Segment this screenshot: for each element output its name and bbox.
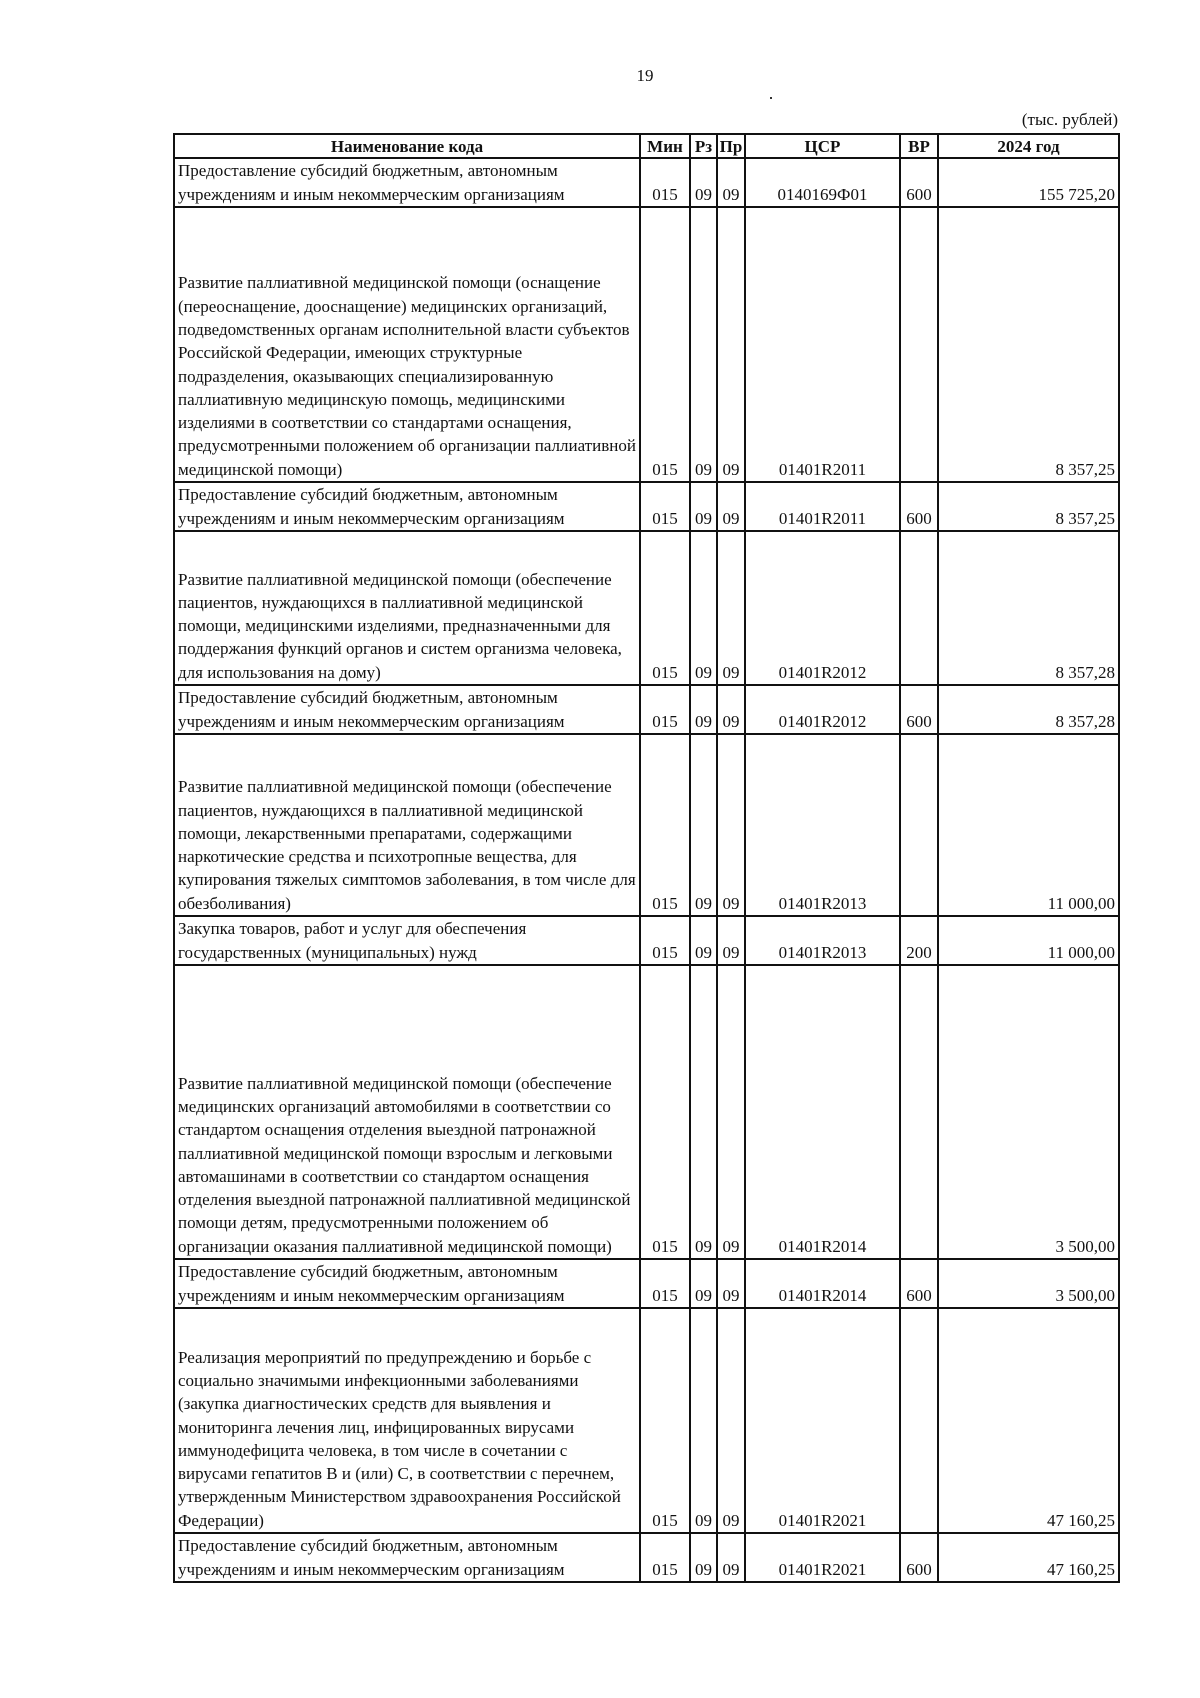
cell-amount: 3 500,00 bbox=[938, 965, 1119, 1259]
cell-pr: 09 bbox=[717, 734, 745, 916]
cell-amount: 11 000,00 bbox=[938, 916, 1119, 965]
cell-csr: 01401R2014 bbox=[745, 965, 900, 1259]
cell-vr bbox=[900, 207, 938, 482]
table-row bbox=[174, 482, 1119, 531]
cell-name: Предоставление субсидий бюджетным, автономным учреждениям и иным некоммерческим организациям bbox=[174, 1533, 640, 1582]
table-row bbox=[174, 1259, 1119, 1308]
cell-pr: 09 bbox=[717, 158, 745, 207]
cell-csr: 01401R2011 bbox=[745, 207, 900, 482]
header-min: Мин bbox=[640, 134, 690, 158]
cell-csr: 01401R2011 bbox=[745, 482, 900, 531]
cell-min: 015 bbox=[640, 916, 690, 965]
cell-csr: 01401R2021 bbox=[745, 1533, 900, 1582]
cell-name: Предоставление субсидий бюджетным, автономным учреждениям и иным некоммерческим организациям bbox=[174, 482, 640, 531]
cell-csr: 01401R2012 bbox=[745, 531, 900, 685]
cell-pr: 09 bbox=[717, 1259, 745, 1308]
cell-name: Развитие паллиативной медицинской помощи (обеспечение пациентов, нуждающихся в паллиативной медицинской помощи, медицинскими изделиями, предназначенными для поддержания функций органов и систем организма человека, для использования на дому) bbox=[174, 531, 640, 685]
cell-pr: 09 bbox=[717, 1308, 745, 1533]
cell-pr: 09 bbox=[717, 685, 745, 734]
header-rz: Рз bbox=[690, 134, 717, 158]
table-row bbox=[174, 916, 1119, 965]
cell-csr: 01401R2014 bbox=[745, 1259, 900, 1308]
cell-vr: 600 bbox=[900, 1259, 938, 1308]
cell-vr bbox=[900, 531, 938, 685]
cell-rz: 09 bbox=[690, 482, 717, 531]
cell-name: Развитие паллиативной медицинской помощи (оснащение (переоснащение, дооснащение) медицинских организаций, подведомственных органам исполнительной власти субъектов Российской Федерации, имеющих структурные подразделения, оказывающих специализированную паллиативную медицинскую помощь, медицинскими изделиями в соответствии со стандартами оснащения, предусмотренными положением об организации паллиативной медицинской помощи) bbox=[174, 207, 640, 482]
cell-rz: 09 bbox=[690, 158, 717, 207]
cell-min: 015 bbox=[640, 1259, 690, 1308]
cell-name: Предоставление субсидий бюджетным, автономным учреждениям и иным некоммерческим организациям bbox=[174, 158, 640, 207]
header-vr: ВР bbox=[900, 134, 938, 158]
header-pr: Пр bbox=[717, 134, 745, 158]
cell-rz: 09 bbox=[690, 1259, 717, 1308]
table-row bbox=[174, 1308, 1119, 1533]
header-csr: ЦСР bbox=[745, 134, 900, 158]
cell-csr: 01401R2012 bbox=[745, 685, 900, 734]
header-year: 2024 год bbox=[938, 134, 1119, 158]
cell-csr: 01401R2021 bbox=[745, 1308, 900, 1533]
cell-pr: 09 bbox=[717, 482, 745, 531]
scan-speck bbox=[770, 97, 772, 99]
cell-rz: 09 bbox=[690, 531, 717, 685]
cell-rz: 09 bbox=[690, 207, 717, 482]
table-body bbox=[174, 158, 1119, 1582]
cell-amount: 8 357,25 bbox=[938, 207, 1119, 482]
table-row bbox=[174, 207, 1119, 482]
cell-pr: 09 bbox=[717, 916, 745, 965]
cell-name: Предоставление субсидий бюджетным, автономным учреждениям и иным некоммерческим организациям bbox=[174, 1259, 640, 1308]
cell-rz: 09 bbox=[690, 1533, 717, 1582]
cell-min: 015 bbox=[640, 1308, 690, 1533]
cell-min: 015 bbox=[640, 734, 690, 916]
table-row bbox=[174, 734, 1119, 916]
cell-amount: 8 357,28 bbox=[938, 531, 1119, 685]
cell-rz: 09 bbox=[690, 734, 717, 916]
cell-amount: 8 357,25 bbox=[938, 482, 1119, 531]
cell-min: 015 bbox=[640, 158, 690, 207]
cell-amount: 11 000,00 bbox=[938, 734, 1119, 916]
cell-amount: 155 725,20 bbox=[938, 158, 1119, 207]
cell-min: 015 bbox=[640, 531, 690, 685]
cell-vr bbox=[900, 1308, 938, 1533]
cell-vr bbox=[900, 734, 938, 916]
cell-pr: 09 bbox=[717, 965, 745, 1259]
cell-amount: 3 500,00 bbox=[938, 1259, 1119, 1308]
cell-rz: 09 bbox=[690, 685, 717, 734]
cell-min: 015 bbox=[640, 965, 690, 1259]
cell-rz: 09 bbox=[690, 916, 717, 965]
cell-csr: 0140169Ф01 bbox=[745, 158, 900, 207]
cell-pr: 09 bbox=[717, 207, 745, 482]
cell-csr: 01401R2013 bbox=[745, 734, 900, 916]
table-row bbox=[174, 1533, 1119, 1582]
cell-vr: 600 bbox=[900, 158, 938, 207]
cell-csr: 01401R2013 bbox=[745, 916, 900, 965]
cell-min: 015 bbox=[640, 685, 690, 734]
header-name: Наименование кода bbox=[174, 134, 640, 158]
budget-table bbox=[173, 133, 1120, 1583]
table-row bbox=[174, 965, 1119, 1259]
table-row bbox=[174, 531, 1119, 685]
cell-rz: 09 bbox=[690, 965, 717, 1259]
cell-amount: 47 160,25 bbox=[938, 1308, 1119, 1533]
table-header bbox=[174, 134, 1119, 158]
table-row bbox=[174, 685, 1119, 734]
cell-name: Развитие паллиативной медицинской помощи (обеспечение медицинских организаций автомобилями в соответствии со стандартом оснащения отделения выездной патронажной паллиативной медицинской помощи взрослым и легковыми автомашинами в соответствии со стандартом оснащения отделения выездной патронажной паллиативной медицинской помощи детям, предусмотренными положением об организации оказания паллиативной медицинской помощи) bbox=[174, 965, 640, 1259]
cell-name: Закупка товаров, работ и услуг для обеспечения государственных (муниципальных) нужд bbox=[174, 916, 640, 965]
page-number: 19 bbox=[636, 66, 654, 85]
cell-vr bbox=[900, 965, 938, 1259]
cell-name: Реализация мероприятий по предупреждению и борьбе с социально значимыми инфекционными заболеваниями (закупка диагностических средств для выявления и мониторинга лечения лиц, инфицированных вирусами иммунодефицита человека, в том числе в сочетании с вирусами гепатитов B и (или) C, в соответствии с перечнем, утвержденным Министерством здравоохранения Российской Федерации) bbox=[174, 1308, 640, 1533]
cell-min: 015 bbox=[640, 482, 690, 531]
cell-vr: 600 bbox=[900, 685, 938, 734]
cell-amount: 8 357,28 bbox=[938, 685, 1119, 734]
cell-vr: 600 bbox=[900, 482, 938, 531]
units-label: (тыс. рублей) bbox=[1021, 110, 1118, 129]
table-row bbox=[174, 158, 1119, 207]
cell-vr: 600 bbox=[900, 1533, 938, 1582]
cell-pr: 09 bbox=[717, 531, 745, 685]
cell-rz: 09 bbox=[690, 1308, 717, 1533]
cell-min: 015 bbox=[640, 207, 690, 482]
cell-min: 015 bbox=[640, 1533, 690, 1582]
cell-name: Развитие паллиативной медицинской помощи (обеспечение пациентов, нуждающихся в паллиативной медицинской помощи, лекарственными препаратами, содержащими наркотические средства и психотропные вещества, для купирования тяжелых симптомов заболевания, в том числе для обезболивания) bbox=[174, 734, 640, 916]
cell-pr: 09 bbox=[717, 1533, 745, 1582]
cell-vr: 200 bbox=[900, 916, 938, 965]
cell-amount: 47 160,25 bbox=[938, 1533, 1119, 1582]
cell-name: Предоставление субсидий бюджетным, автономным учреждениям и иным некоммерческим организациям bbox=[174, 685, 640, 734]
